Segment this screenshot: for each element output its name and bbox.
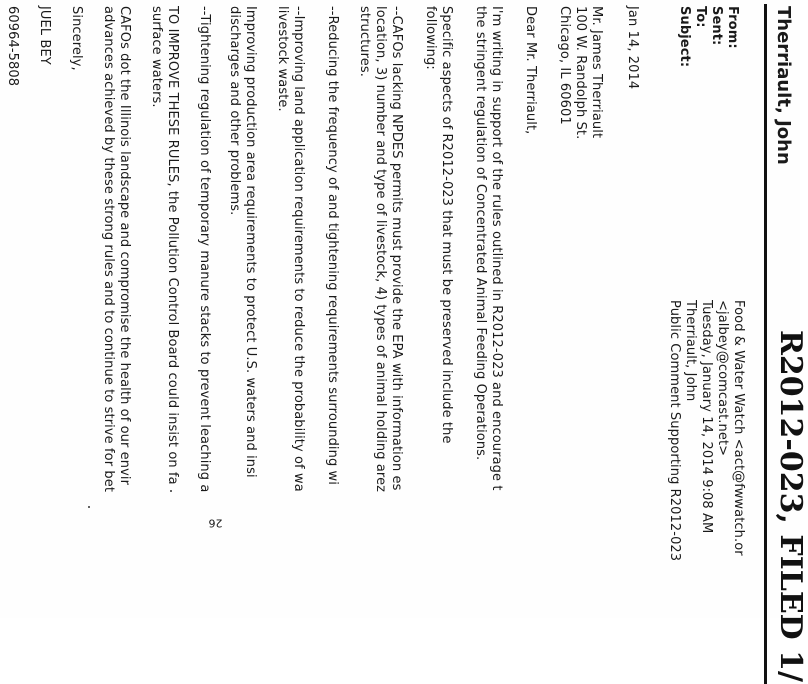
- body-line: structures.: [357, 6, 372, 78]
- body-line: --CAFOs lacking NPDES permits must provide the EPA with information es: [389, 6, 404, 491]
- address-line: Mr. James Therriault: [589, 6, 604, 139]
- from-value: Food & Water Watch <act@fwwatch.or: [731, 300, 746, 556]
- to-label: To:: [693, 6, 708, 28]
- body-line: Specific aspects of R2012-023 that must be preserved include the: [439, 6, 454, 444]
- page-number: 26: [208, 516, 223, 530]
- body-line: discharges and other problems.: [227, 6, 242, 216]
- body-line: advances achieved by these strong rules and to continue to strive for bet: [101, 6, 116, 493]
- address-line: 100 W. Randolph St.: [573, 6, 588, 140]
- body-line: CAFOs dot the Illinois landscape and compromise the health of our envir: [117, 6, 132, 486]
- closing: Sincerely,: [69, 6, 84, 71]
- signature-zip: 60964-5808: [5, 6, 20, 87]
- body-line: following:: [423, 6, 438, 70]
- signature-name: JUEL BEY: [37, 6, 52, 65]
- from-email: <jalbey@comcast.net>: [715, 300, 730, 457]
- body-line: surface waters.: [149, 6, 164, 108]
- filing-stamp: R2012-023, FILED 1/: [773, 330, 808, 682]
- body-line: --Improving land application requirements to reduce the probability of wa: [291, 6, 306, 492]
- letter-date: Jan 14, 2014: [625, 6, 640, 90]
- body-line: --Tightening regulation of temporary manure stacks to prevent leaching a: [197, 6, 212, 493]
- sender-name: Therriault, John: [773, 6, 794, 165]
- to-value: Therriault, John: [683, 300, 698, 402]
- scan-speck: [88, 506, 90, 508]
- from-label: From:: [725, 6, 740, 49]
- address-line: Chicago, IL 60601: [557, 6, 572, 125]
- scan-speck: [170, 490, 172, 492]
- body-line: livestock waste.: [275, 6, 290, 112]
- sent-label: Sent:: [709, 6, 724, 46]
- body-line: location, 3) number and type of livestock, 4) types of animal holding arez: [373, 6, 388, 493]
- sent-value: Tuesday, January 14, 2014 9:08 AM: [699, 300, 714, 534]
- body-line: the stringent regulation of Concentrated Animal Feeding Operations.: [473, 6, 488, 461]
- body-line: Improving production area requirements to protect U.S. waters and insi: [243, 6, 258, 478]
- body-line: I'm writing in support of the rules outlined in R2012-023 and encourage t: [489, 6, 504, 491]
- subject-label: Subject:: [677, 6, 692, 68]
- header-divider: [764, 4, 767, 684]
- subject-value: Public Comment Supporting R2012-023: [667, 300, 682, 562]
- salutation: Dear Mr. Therriault,: [523, 6, 538, 135]
- body-line: TO IMPROVE THESE RULES, the Pollution Control Board could insist on fa: [165, 6, 180, 485]
- body-line: --Reducing the frequency of and tightening requirements surrounding wi: [325, 6, 340, 485]
